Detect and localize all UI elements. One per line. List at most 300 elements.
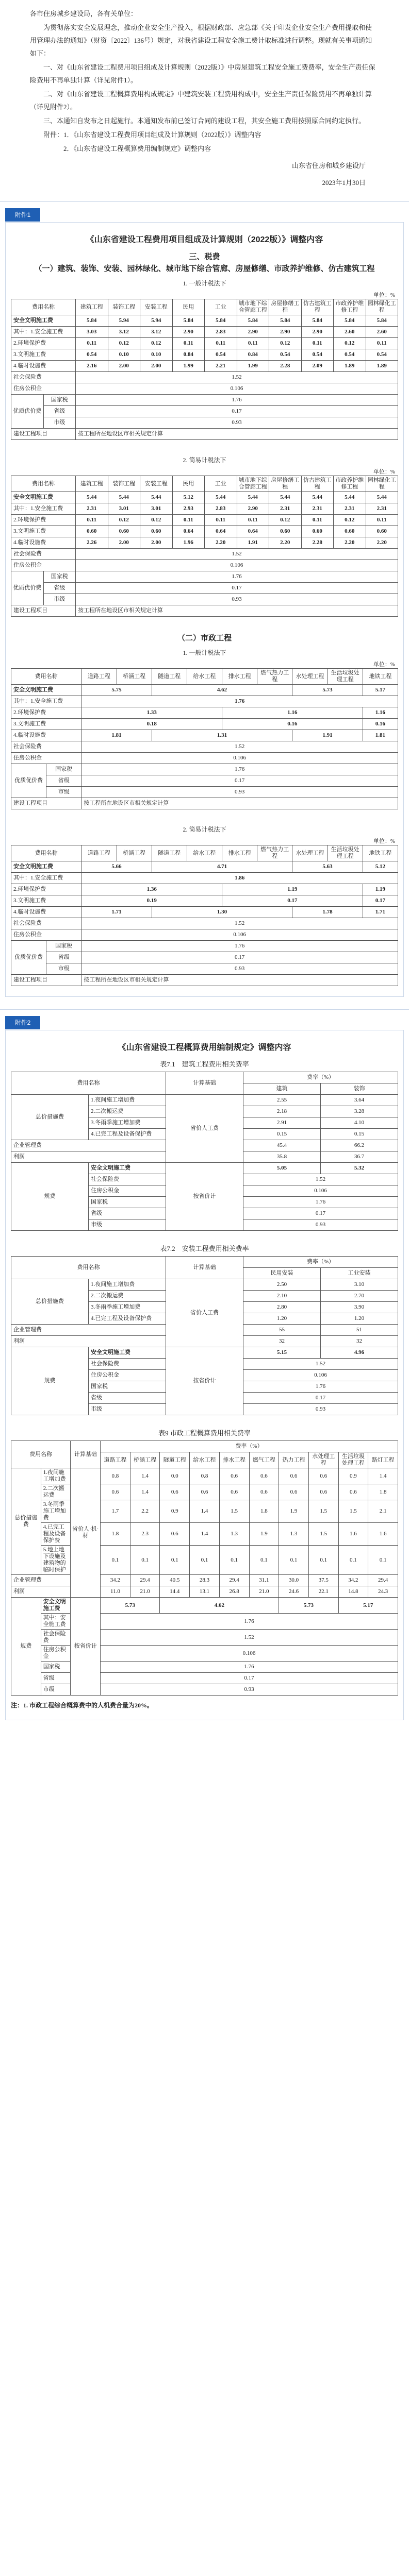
table-cell: 2.二次搬运费 — [41, 1484, 71, 1500]
table-cell: 5.17 — [363, 685, 398, 696]
table-cell: 1.96 — [172, 537, 205, 549]
table-cell: 0.12 — [334, 338, 366, 349]
table-row — [11, 1257, 398, 1268]
table-cell: 29.4 — [130, 1575, 160, 1586]
table-cell: 4.96 — [321, 1347, 398, 1359]
notice-para: 三、本通知自发布之日起施行。本通知发布前已签订合同的建设工程，其安全施工费用按照原合同约定执行。 — [43, 117, 366, 125]
table-cell: 市级 — [46, 787, 81, 798]
table-cell: 0.8 — [101, 1468, 130, 1484]
table-cell: 按工程所在地设区市相关规定计算 — [81, 798, 398, 809]
table-cell: 0.1 — [130, 1546, 160, 1575]
table-cell: 2.环境保护费 — [11, 707, 81, 719]
table-cell: 5.17 — [338, 1598, 398, 1614]
header-cell: 房屋修缮工程 — [269, 299, 302, 315]
table-cell: 3.冬雨季施工增加费 — [41, 1500, 71, 1523]
table-cell: 24.6 — [279, 1586, 309, 1598]
table-cell: 0.60 — [76, 526, 108, 537]
table-cell: 5.44 — [301, 492, 334, 503]
table-cell: 5.44 — [237, 492, 269, 503]
table-cell: 0.1 — [338, 1546, 368, 1575]
attachment-2-title: 《山东省建设工程概算费用编制规定》调整内容 — [118, 1043, 291, 1052]
table-cell: 1.4 — [368, 1468, 398, 1484]
table-row — [11, 753, 398, 764]
header-cell: 桥涵工程 — [130, 1452, 160, 1468]
municipal-general-table — [11, 668, 398, 809]
table-cell: 5.73 — [292, 685, 363, 696]
table-cell: 1.76 — [76, 571, 398, 583]
table-cell: 34.2 — [101, 1575, 130, 1586]
table-cell: 0.6 — [338, 1484, 368, 1500]
table-cell: 住房公积金 — [11, 383, 76, 395]
table-cell: 0.60 — [108, 526, 140, 537]
table-cell: 省级 — [41, 1673, 71, 1684]
table-cell: 0.106 — [101, 1646, 398, 1662]
table-cell: 利润 — [11, 1336, 166, 1347]
table-cell: 5.12 — [363, 861, 398, 873]
header-cell: 水处理工程 — [292, 669, 328, 685]
table-cell: 1.16 — [222, 707, 363, 719]
table-row — [11, 1523, 398, 1546]
table-cell: 国家税 — [46, 764, 81, 775]
table-cell: 1.81 — [363, 730, 398, 741]
header-cell: 费用名称 — [11, 669, 81, 685]
table-cell: 4.临时设施费 — [11, 730, 81, 741]
table-cell: 5.地上地下设施及建筑物的临时保护 — [41, 1546, 71, 1575]
table-cell: 2.28 — [269, 361, 302, 372]
table-cell: 5.94 — [108, 315, 140, 327]
table-cell: 36.7 — [321, 1151, 398, 1163]
header-cell: 道路工程 — [101, 1452, 130, 1468]
header-cell: 民用 — [172, 476, 205, 492]
table-cell: 省级 — [43, 406, 76, 417]
table-cell: 2.60 — [334, 327, 366, 338]
table-cell: 0.11 — [237, 515, 269, 526]
notice-signer: 山东省住房和城乡建设厅 — [291, 162, 366, 170]
table-cell: 2.31 — [334, 503, 366, 515]
table-cell: 0.15 — [321, 1129, 398, 1140]
header-cell: 城市地下综合管廊工程 — [237, 476, 269, 492]
attachment-2-bar — [0, 1009, 409, 1030]
header-cell: 装饰工程 — [108, 299, 140, 315]
table-cell: 1.31 — [152, 730, 292, 741]
table-cell: 0.12 — [140, 515, 173, 526]
table-cell: 1.20 — [321, 1313, 398, 1325]
table-row — [11, 583, 398, 594]
table-cell: 总价措施费 — [11, 1468, 41, 1575]
table-cell: 企业管理费 — [11, 1140, 166, 1151]
table-cell: 规费 — [11, 1163, 89, 1231]
unit-label: 单位：% — [373, 838, 395, 844]
table-cell: 5.05 — [243, 1163, 321, 1174]
table-cell: 1.52 — [243, 1174, 398, 1185]
table-row — [11, 549, 398, 560]
table-cell: 0.6 — [219, 1468, 249, 1484]
table-cell: 3.12 — [108, 327, 140, 338]
table-row — [11, 719, 398, 730]
table-cell: 0.1 — [249, 1546, 279, 1575]
table-cell: 利润 — [11, 1586, 71, 1598]
table-cell: 1.7 — [101, 1500, 130, 1523]
table-cell: 1.6 — [338, 1523, 368, 1546]
table-cell: 1.9 — [249, 1523, 279, 1546]
table-cell: 1.8 — [101, 1523, 130, 1546]
table-cell: 0.54 — [269, 349, 302, 361]
table-cell: 1.30 — [152, 907, 292, 918]
table-row — [11, 605, 398, 617]
header-cell: 地铁工程 — [363, 845, 398, 861]
table-cell: 0.6 — [249, 1468, 279, 1484]
attachment-1-tab[interactable]: 附件1 — [5, 208, 40, 222]
notice-para: 一、对《山东省建设工程费用项目组成及计算规则（2022版）》中房屋建筑工程安全施工费费率，安全生产责任保险费用不再单独计算（详见附件1）。 — [30, 63, 375, 84]
table-cell: 4.71 — [152, 861, 292, 873]
table-cell: 建设工程项目 — [11, 798, 81, 809]
table-cell: 2.83 — [205, 503, 237, 515]
table-cell: 5.84 — [334, 315, 366, 327]
table-cell: 1.5 — [338, 1500, 368, 1523]
table-row — [11, 429, 398, 440]
table-cell: 5.32 — [321, 1163, 398, 1174]
table-cell: 社会保险费 — [11, 372, 76, 383]
header-cell: 园林绿化工程 — [366, 476, 398, 492]
table-row — [11, 669, 398, 685]
header-cell: 费用名称 — [11, 845, 81, 861]
table-cell: 32 — [321, 1336, 398, 1347]
table-row — [11, 1347, 398, 1359]
municipal-rate-table — [11, 1440, 398, 1696]
table-cell: 按省价计 — [166, 1347, 243, 1415]
table-cell: 2.91 — [243, 1117, 321, 1129]
table-row — [11, 1684, 398, 1696]
table-row — [11, 730, 398, 741]
attachment-2-tab[interactable]: 附件2 — [5, 1016, 40, 1029]
table-cell: 国家税 — [46, 941, 81, 952]
header-cell: 水处理工程 — [308, 1452, 338, 1468]
unit-label: 单位：% — [373, 292, 395, 298]
table-row — [11, 929, 398, 941]
table-cell: 1.9 — [279, 1500, 309, 1523]
table-row — [11, 845, 398, 861]
table-row — [11, 895, 398, 907]
notice-para: 二、对《山东省建设工程概算费用构成规定》中建筑安装工程费用构成中，安全生产责任保险费用不再单独计算（详见附件2）。 — [30, 90, 372, 111]
table-cell: 0.54 — [205, 349, 237, 361]
table-row — [11, 395, 398, 406]
table-cell: 0.1 — [279, 1546, 309, 1575]
table-cell: 45.4 — [243, 1140, 321, 1151]
table-cell: 市级 — [43, 594, 76, 605]
footnote: 注：1. 市政工程综合概算费中的人机费合量为20%。 — [11, 1702, 154, 1709]
table-row — [11, 327, 398, 338]
header-cell: 建筑工程 — [76, 476, 108, 492]
table-cell: 1.52 — [76, 549, 398, 560]
table-cell: 0.1 — [219, 1546, 249, 1575]
table-cell: 住房公积金 — [89, 1370, 166, 1381]
table-cell: 总价措施费 — [11, 1095, 89, 1140]
header-cell: 隧道工程 — [152, 845, 187, 861]
table-row — [11, 884, 398, 895]
table-cell: 社会保险费 — [89, 1174, 166, 1185]
table-cell: 社会保险费 — [11, 741, 81, 753]
table-cell: 4.临时设施费 — [11, 537, 76, 549]
table-cell: 2.90 — [237, 327, 269, 338]
table-row — [11, 685, 398, 696]
table-row — [11, 1484, 398, 1500]
table-cell: 1.71 — [81, 907, 152, 918]
table-row — [11, 1095, 398, 1106]
table-cell: 5.44 — [334, 492, 366, 503]
table-cell: 2.20 — [269, 537, 302, 549]
table-cell: 2.00 — [140, 537, 173, 549]
table-cell: 3.10 — [321, 1279, 398, 1291]
table-cell: 2.20 — [334, 537, 366, 549]
table-cell: 1.76 — [81, 696, 398, 707]
table-row — [11, 537, 398, 549]
table-cell: 0.60 — [140, 526, 173, 537]
table-cell: 0.93 — [76, 594, 398, 605]
table-cell: 4.临时设施费 — [11, 907, 81, 918]
table-cell: 安全文明施工费 — [41, 1598, 71, 1614]
table-cell: 29.4 — [368, 1575, 398, 1586]
table-cell: 按工程所在地设区市相关规定计算 — [76, 429, 398, 440]
header-cell: 建筑 — [243, 1083, 321, 1095]
table-row — [11, 1630, 398, 1646]
table-cell: 国家税 — [89, 1381, 166, 1393]
table-row — [11, 361, 398, 372]
table-cell: 5.44 — [140, 492, 173, 503]
table-cell: 建设工程项目 — [11, 429, 76, 440]
table-caption: 1. 一般计税法下 — [183, 649, 226, 656]
table-caption: 2. 简易计税法下 — [183, 826, 226, 833]
table-cell: 5.15 — [243, 1347, 321, 1359]
table-cell: 0.6 — [160, 1484, 190, 1500]
section-subtitle: （一）建筑、装饰、安装、园林绿化、城市地下综合管廊、房屋修缮、市政养护维修、仿古建筑工程 — [34, 265, 375, 273]
table-cell: 3.文明施工费 — [11, 526, 76, 537]
table-row — [11, 476, 398, 492]
table-cell: 0.60 — [269, 526, 302, 537]
table-cell: 1.3 — [279, 1523, 309, 1546]
table-cell: 1.76 — [101, 1614, 398, 1630]
table-cell: 1.91 — [237, 537, 269, 549]
header-cell: 计算基础 — [166, 1257, 243, 1279]
table-cell: 5.44 — [76, 492, 108, 503]
table-cell: 住房公积金 — [89, 1185, 166, 1197]
table-cell: 其中：1.安全施工费 — [11, 327, 76, 338]
table-cell: 0.84 — [172, 349, 205, 361]
table-cell: 2.90 — [269, 327, 302, 338]
table-cell: 21.0 — [130, 1586, 160, 1598]
table-cell: 0.0 — [160, 1468, 190, 1484]
table-cell: 4.已完工程及设备保护费 — [89, 1129, 166, 1140]
table-name: 表7.2 安装工程费用相关费率 — [160, 1245, 249, 1252]
header-cell: 费率（%） — [243, 1257, 398, 1268]
table-cell: 0.11 — [366, 338, 398, 349]
header-cell: 费率（%） — [243, 1072, 398, 1083]
header-cell: 民用安装 — [243, 1268, 321, 1279]
table-cell: 0.93 — [81, 963, 398, 975]
table-cell: 2.环境保护费 — [11, 338, 76, 349]
table-cell: 0.11 — [172, 338, 205, 349]
table-cell: 优质优价费 — [11, 571, 44, 605]
table-cell: 0.60 — [334, 526, 366, 537]
table-cell: 29.4 — [219, 1575, 249, 1586]
table-cell: 5.84 — [205, 315, 237, 327]
table-cell: 3.12 — [140, 327, 173, 338]
table-row — [11, 349, 398, 361]
table-cell: 5.66 — [81, 861, 152, 873]
table-cell: 其中：安全施工费 — [41, 1614, 71, 1630]
table-cell: 建设工程项目 — [11, 975, 81, 986]
table-cell: 0.8 — [190, 1468, 220, 1484]
table-cell: 2.80 — [243, 1302, 321, 1313]
table-cell: 35.8 — [243, 1151, 321, 1163]
table-cell: 2.31 — [76, 503, 108, 515]
table-row — [11, 315, 398, 327]
table-cell: 3.文明施工费 — [11, 895, 81, 907]
table-cell: 5.12 — [172, 492, 205, 503]
header-cell: 给水工程 — [187, 845, 222, 861]
header-cell: 路灯工程 — [368, 1452, 398, 1468]
attachment-2-body — [5, 1030, 404, 1720]
table-cell: 2.00 — [108, 361, 140, 372]
table-cell: 2.83 — [205, 327, 237, 338]
table-cell: 0.6 — [160, 1523, 190, 1546]
table-cell: 按工程所在地设区市相关规定计算 — [76, 605, 398, 617]
header-cell: 给水工程 — [190, 1452, 220, 1468]
table-row — [11, 861, 398, 873]
table-cell: 0.17 — [76, 583, 398, 594]
table-cell: 国家税 — [41, 1662, 71, 1673]
table-cell: 1.52 — [81, 741, 398, 753]
table-cell: 0.93 — [76, 417, 398, 429]
table-cell: 0.17 — [81, 952, 398, 963]
table-cell: 1.4 — [130, 1468, 160, 1484]
table-row — [11, 1673, 398, 1684]
table-cell: 5.84 — [269, 315, 302, 327]
attachment-1-body — [5, 222, 404, 997]
notice-date: 2023年1月30日 — [322, 179, 366, 187]
table-row — [11, 571, 398, 583]
table-row — [11, 1441, 398, 1452]
table-cell: 30.0 — [279, 1575, 309, 1586]
table-row — [11, 1614, 398, 1630]
table-cell: 0.64 — [237, 526, 269, 537]
table-cell: 1.夜间施工增加费 — [89, 1095, 166, 1106]
table-row — [11, 492, 398, 503]
table-cell: 0.54 — [334, 349, 366, 361]
table-cell: 省价人工费 — [166, 1095, 243, 1163]
table-cell: 2.20 — [205, 537, 237, 549]
header-cell: 费用名称 — [11, 1257, 166, 1279]
table-cell: 优质优价费 — [11, 941, 46, 975]
table-cell: 0.106 — [81, 753, 398, 764]
header-cell: 费用名称 — [11, 1072, 166, 1095]
table-cell: 省级 — [43, 583, 76, 594]
table-cell: 1.19 — [363, 884, 398, 895]
header-cell: 安装工程 — [140, 299, 173, 315]
table-cell: 0.106 — [243, 1370, 398, 1381]
table-cell: 1.6 — [368, 1523, 398, 1546]
table-cell: 1.76 — [81, 941, 398, 952]
table-cell: 2.00 — [140, 361, 173, 372]
table-row — [11, 372, 398, 383]
table-cell: 优质优价费 — [11, 395, 44, 429]
table-row — [11, 1598, 398, 1614]
table-row — [11, 1072, 398, 1083]
table-cell: 住房公积金 — [11, 929, 81, 941]
table-cell: 0.1 — [101, 1546, 130, 1575]
table-cell: 1.89 — [366, 361, 398, 372]
table-cell: 1.3 — [219, 1523, 249, 1546]
header-cell: 燃气热力工程 — [257, 845, 292, 861]
table-name: 表7.1 建筑工程费用相关费率 — [160, 1060, 249, 1068]
table-cell: 1.76 — [81, 764, 398, 775]
table-row — [11, 1646, 398, 1662]
header-cell: 排水工程 — [222, 845, 257, 861]
section-title: 三、税费 — [189, 253, 220, 261]
table-cell: 0.106 — [81, 929, 398, 941]
header-cell: 装饰 — [321, 1083, 398, 1095]
header-cell: 桥涵工程 — [117, 845, 152, 861]
table-cell: 1.76 — [76, 395, 398, 406]
table-cell: 按省价计 — [71, 1598, 101, 1696]
table-cell: 0.11 — [76, 515, 108, 526]
table-cell: 14.4 — [160, 1586, 190, 1598]
table-row — [11, 515, 398, 526]
table-cell: 4.临时设施费 — [11, 361, 76, 372]
table-cell: 社会保险费 — [41, 1630, 71, 1646]
table-cell: 32 — [243, 1336, 321, 1347]
table-cell: 2.60 — [366, 327, 398, 338]
table-cell: 1.5 — [219, 1500, 249, 1523]
table-cell: 0.6 — [190, 1484, 220, 1500]
table-row — [11, 1468, 398, 1484]
table-cell: 按省价计 — [166, 1163, 243, 1231]
table-cell: 规费 — [11, 1598, 41, 1696]
table-cell: 4.已完工程及设备保护费 — [41, 1523, 71, 1546]
table-cell: 0.11 — [205, 515, 237, 526]
table-cell: 0.12 — [108, 338, 140, 349]
table-row — [11, 1500, 398, 1523]
table-cell: 0.11 — [366, 515, 398, 526]
table-cell: 5.84 — [76, 315, 108, 327]
table-row — [11, 1163, 398, 1174]
table-row — [11, 594, 398, 605]
table-cell: 0.16 — [222, 719, 363, 730]
table-cell: 市级 — [43, 417, 76, 429]
table-cell: 0.16 — [363, 719, 398, 730]
notice-text — [0, 0, 409, 189]
table-cell: 1.52 — [101, 1630, 398, 1646]
table-row — [11, 775, 398, 787]
table-cell: 0.93 — [243, 1219, 398, 1231]
table-cell: 优质优价费 — [11, 764, 46, 798]
table-cell: 住房公积金 — [41, 1646, 71, 1662]
table-cell: 1.89 — [334, 361, 366, 372]
table-cell: 0.6 — [279, 1468, 309, 1484]
table-row — [11, 1575, 398, 1586]
table-cell: 1.8 — [249, 1500, 279, 1523]
table-cell: 1.4 — [190, 1500, 220, 1523]
table-cell: 2.18 — [243, 1106, 321, 1117]
header-cell: 燃气工程 — [249, 1452, 279, 1468]
notice-para: 为贯彻落实安全发展理念，推动企业安全生产投入，根据财政部、应急部《关于印发企业安全生产费用提取和使用管理办法的通知》（财资〔2022〕136号）规定，对我省建设工程安全施工费计取标准进行调整。现就有关事项通知如下： — [30, 24, 372, 57]
table-cell: 2.70 — [321, 1291, 398, 1302]
table-cell: 1.99 — [237, 361, 269, 372]
table-cell: 0.54 — [366, 349, 398, 361]
table-cell: 5.44 — [269, 492, 302, 503]
header-cell: 房屋修缮工程 — [269, 476, 302, 492]
notice-recipients: 各市住房城乡建设局，各有关单位： — [30, 10, 138, 18]
table-cell: 国家税 — [89, 1197, 166, 1208]
